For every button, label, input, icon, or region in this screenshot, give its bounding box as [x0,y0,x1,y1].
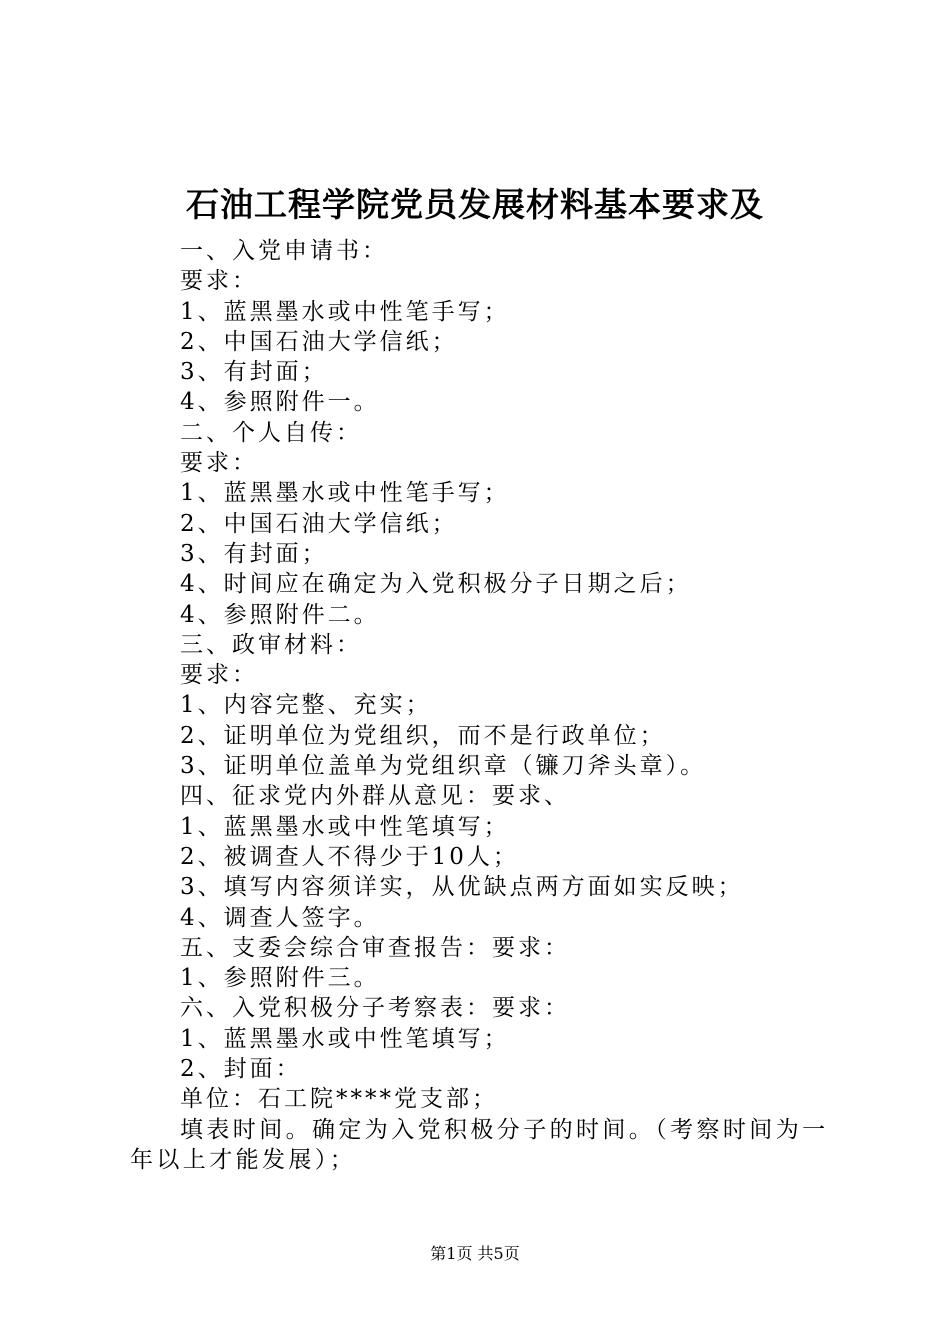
document-body [130,236,830,1175]
list-item: 2、中国石油大学信纸； [180,328,458,355]
section-heading-2: 二、个人自传： [180,419,362,446]
list-item: 2、中国石油大学信纸； [180,510,458,537]
list-item: 1、蓝黑墨水或中性笔手写； [180,298,510,325]
section-heading-6: 六、入党积极分子考察表：要求： [180,995,570,1022]
section-heading-5: 五、支委会综合审查报告：要求： [180,934,570,961]
requirement-label: 要求： [180,268,258,295]
list-item: 4、参照附件二。 [180,601,380,628]
document-title: 石油工程学院党员发展材料基本要求及 [186,185,764,224]
section-heading-3: 三、政审材料： [180,631,362,658]
list-item: 3、有封面； [180,540,328,567]
list-item: 1、蓝黑墨水或中性笔填写； [180,813,510,840]
list-item: 4、调查人签字。 [180,904,380,931]
section-heading-1: 一、入党申请书： [180,238,388,264]
list-item: 1、内容完整、充实； [180,692,432,719]
list-item: 2、被调查人不得少于10人； [180,843,519,870]
requirement-label: 要求： [180,662,258,689]
list-item: 2、封面： [180,1056,302,1083]
list-item: 4、参照附件一。 [180,389,380,416]
requirement-label: 要求： [180,450,258,477]
list-item: 1、参照附件三。 [180,965,380,992]
list-item: 1、蓝黑墨水或中性笔手写； [180,480,510,507]
fill-date-paragraph: 填表时间。确定为入党积极分子的时间。（考察时间为一年以上才能发展）； [130,1116,829,1173]
list-item: 3、证明单位盖单为党组织章（镰刀斧头章）。 [180,753,707,780]
list-item: 4、时间应在确定为入党积极分子日期之后； [180,571,692,598]
cover-unit-line: 单位：石工院****党支部； [180,1086,498,1113]
section-heading-4: 四、征求党内外群从意见：要求、 [180,783,570,810]
list-item: 2、证明单位为党组织，而不是行政单位； [180,722,666,749]
list-item: 3、填写内容须详实，从优缺点两方面如实反映； [180,874,744,901]
page-footer: 第1页 共5页 [430,1244,520,1263]
list-item: 1、蓝黑墨水或中性笔填写； [180,1025,510,1052]
list-item: 3、有封面； [180,359,328,386]
